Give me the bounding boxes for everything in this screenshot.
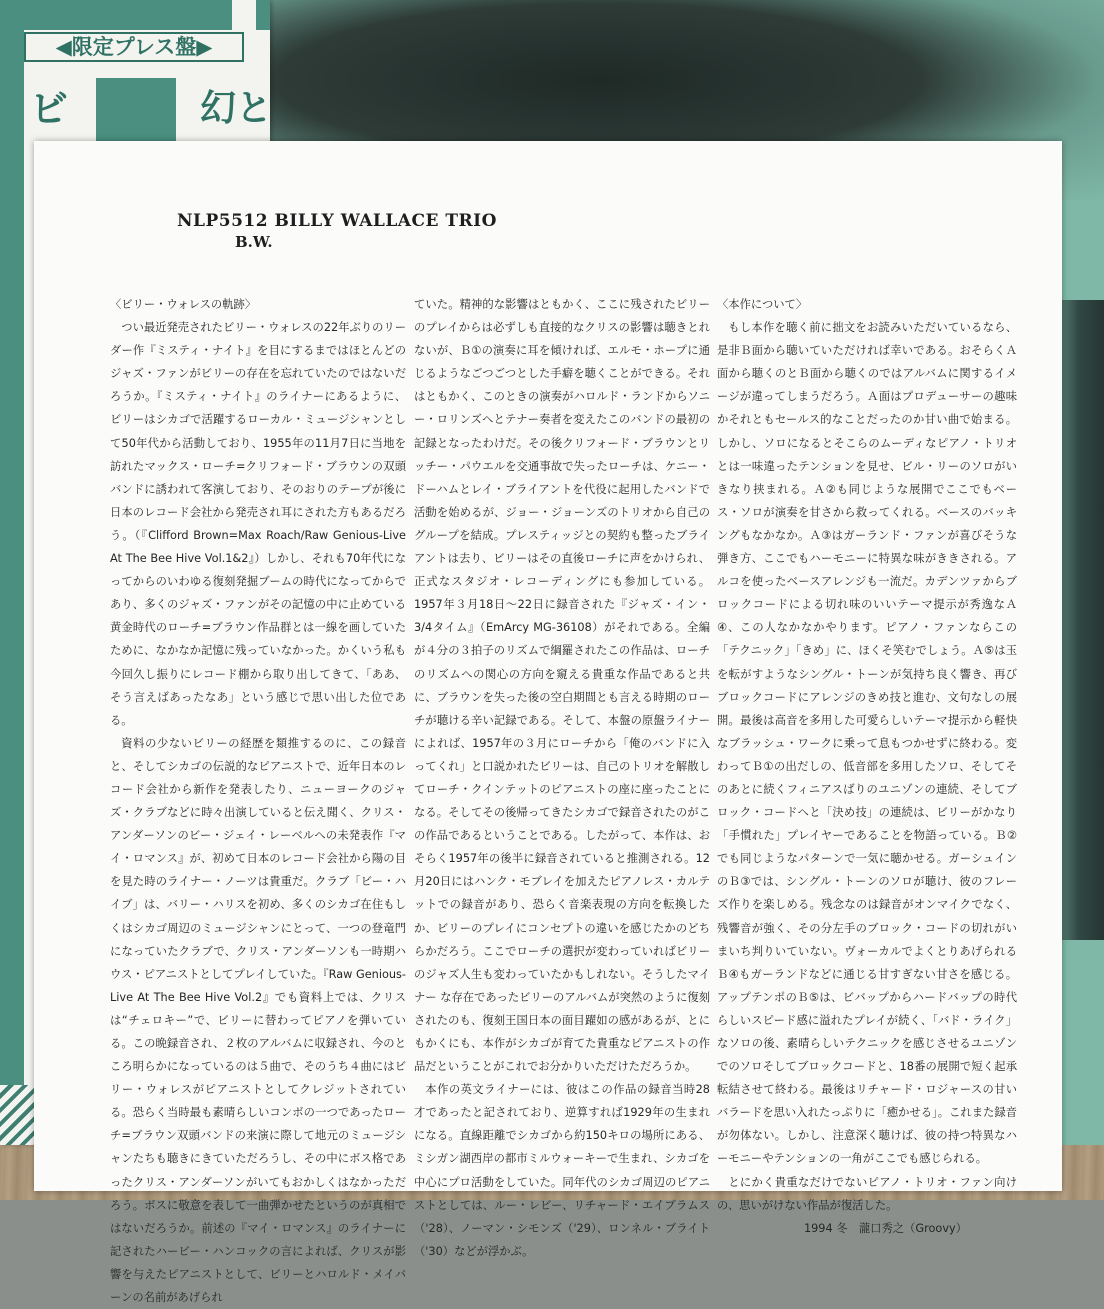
- paragraph: つい最近発売されたビリー・ウォレスの22年ぶりのリーダー作『ミスティ・ナイト』を目にするまではほとんどのジャズ・ファンがビリーの存在を忘れていたのではないだろうか。『ミスティ・ナイト』のライナーにあるように、ビリーはシカゴで活躍するローカル・ミュージシャンとして50年代から活動しており、1955年の11月7日に当地を訪れたマックス・ローチ=クリフォード・ブラウンの双頭バンドに誘われて客演しており、そのおりのテープが後に日本のレコード会社から発売され耳にされた方もあるだろう。（『Clifford Brown=Max Roach/Raw Genious-Live At The Bee Hive Vol.1&2』）しかし、それも70年代になってからのいわゆる復刻発掘ブームの時代になってからであり、多くのジャズ・ファンがその記憶の中に止めている黄金時代のローチ=ブラウン作品群とは一線を画していたために、なかなか記憶に残っていなかった。かくいう私も今回久し振りにレコード棚から取り出してきて、「ああ、そう言えばあったなあ」という感じで思い出した位である。: [110, 321, 407, 727]
- paragraph: 資料の少ないビリーの経歴を類推するのに、この録音と、そしてシカゴの伝説的なピアニストで、近年日本のレコード会社から新作を発表したり、ニューヨークのジャズ・クラブなどに時々出演していると伝え聞く、クリス・アンダーソンのビー・ジェイ・レーベルへの未発表作『マイ・ロマンス』が、初めて日本のレコード会社から陽の目を見た時のライナー・ノーツは貴重だ。クラブ「ビー・ハイブ」は、バリー・ハリスを初め、多くのシカゴ在住もしくはシカゴ周辺のミュージシャンにとって、一つの登竜門になっていたクラブで、クリス・アンダーソンも一時期ハウス・ピアニストとしてプレイしていた。『Raw Genious-Live At The Bee Hive Vol.2』でも資料上では、クリスは“チェロキー”で、ビリーに替わってピアノを弾いている。この晩録音され、２枚のアルバムに収録され、今のところ明らかになっているのは５曲で、そのうち４曲にはビリー・ウォレスがピアニストとしてクレジットされている。恐らく当時最も素晴らしいコンボの一つであったローチ=ブラウン双頭バンドの来演に際して地元のミュージシャンたちも聴きにきていただろうし、その中にボス格であったクリス・アンダーソンがいてもおかしくはなかっただろう。ボスに敬意を表して一曲弾かせたというのが真相ではないだろうか。前述の『マイ・ロマンス』のライナーに記されたハービー・ハンコックの言によれば、クリスが影響を与えたピアニストとして、ビリーとハロルド・メイバーンの名前があげられ: [110, 736, 406, 1305]
- text-column-2: [414, 293, 710, 1263]
- album-subtitle: B.W.: [235, 233, 273, 251]
- author-signature: 1994 冬 瀧口秀之（Groovy）: [803, 1221, 967, 1235]
- obi-logo-block: [96, 78, 176, 148]
- obi-color-stripe: [0, 0, 24, 1145]
- section-heading: 〈本作について〉: [717, 298, 808, 311]
- paragraph: もし本作を聴く前に拙文をお読みいただいているなら、是非Ｂ面から聴いていただければ幸いである。おそらくＡ面から聴くのとＢ面から聴くのではアルバムに関するイメージが違ってしまうだろう。Ａ面はプロデューサーの趣味かそれともセールス的なことだったのか甘い曲で始まる。しかし、ソロになるとそこらのムーディなピアノ・トリオとは一味違ったテンションを見せ、ビル・リーのソロがいきなり挟まれる。Ａ②も同じような展開でここでもベース・ソロが演奏を甘さから救ってくれる。ベースのバッキングもなかなか。Ａ③はガーランド・ファンが喜びそうな弾き方、ここでもハーモニーに特異な味がききされる。アルコを使ったベースアレンジも一流だ。カデンツァからブロックコードによる切れ味のいいテーマ提示が秀逸なＡ④、この人なかなかやります。ピアノ・ファンならこの「テクニック」「きめ」に、ほくそ笑むでしょう。Ａ⑤は玉を転がすようなシングル・トーンが気持ち良く響き、再びブロックコードにアレンジのきめ技と進む、文句なしの展開。最後は高音を多用した可愛らしいテーマ提示から軽快なブラッシュ・ワークに乗って息もつかせずに終わる。変わってＢ①の出だしの、低音部を多用したソロ、そしてそのあとに続くフィニアスばりのユニゾンの連続、そしてブロック・コードへと「決め技」の連続は、ビリーがかなり「手慣れた」プレイヤーであることを物語っている。Ｂ②でも同じようなパターンで一気に聴かせる。ガーシュインのＢ③では、シングル・トーンのソロが聴け、彼のフレーズ作りを楽しめる。残念なのは録音がオンマイクでなく、残響音が強く、その分左手のブロック・コードの切れがいまいち判りいていない。ヴォーカルでよくとりあげられるＢ④もガーランドなどに通じる甘すぎない甘さを感じる。アップテンポのＢ⑤は、ビバップからハードバップの時代らしいスピード感に溢れたプレイが続く、「バド・ライク」なソロの後、素晴らしいテクニックを感じさせるユニゾンでのソロそしてブロックコードと、18番の展開で短く起承転結させて終わる。最後はリチャード・ロジャースの甘いバラードを思い入れたっぷりに「癒かせる」。これまた録音が勿体ない。しかし、注意深く聴けば、彼の持つ特異なハーモニーやテンションの一角がここでも感じられる。: [717, 321, 1017, 1166]
- liner-notes-sheet: [34, 141, 1062, 1305]
- obi-top-logo: [232, 0, 256, 30]
- album-title: NLP5512 BILLY WALLACE TRIO: [177, 211, 497, 231]
- paragraph: とにかく貴重なだけでないピアノ・トリオ・ファン向けの、思いがけない作品が復活した。: [717, 1175, 1017, 1212]
- obi-tagline-char: 幻と: [200, 88, 273, 129]
- section-heading: 〈ビリー・ウォレスの軌跡〉: [110, 298, 257, 311]
- paragraph: 本作の英文ライナーには、彼はこの作品の録音当時28才であったと記されており、逆算すれば1929年の生まれになる。直線距離でシカゴから約150キロの場所にある、ミシガン湖西岸の都市ミルウォーキーで生まれ、シカゴを中心にプロ活動をしていた。同年代のシカゴ周辺のピアニストとしては、ルー・レビー、リチャード・エイブラムス（'28）、ノーマン・シモンズ（'29）、ロンネル・ブライト（'30）などが浮かぶ。: [414, 1083, 710, 1258]
- text-column-1: [110, 293, 406, 1309]
- obi-limited-press-badge: ◀限定プレス盤▶: [24, 32, 244, 62]
- text-column-3: [717, 293, 1017, 1240]
- obi-title-char: ビ: [30, 87, 69, 131]
- obi-top-band: [0, 0, 270, 30]
- paragraph: ていた。精神的な影響はともかく、ここに残されたビリーのプレイからは必ずしも直接的なクリスの影響は聴きとれないが、Ｂ①の演奏に耳を傾ければ、エルモ・ホープに通じるようなごつごつとした手癖を聴くことができる。それはともかく、このときの演奏がハロルド・ランドからソニー・ロリンズへとテナー奏者を変えたこのバンドの最初の記録となったわけだ。その後クリフォード・ブラウンとリッチー・パウエルを交通事故で失ったローチは、ケニー・ドーハムとレイ・ブライアントを代役に起用したバンドで活動を始めるが、ジョー・ジョーンズのトリオから自己のグループを結成。プレスティッジとの契約も整ったブライアントは去り、ビリーはその直後ローチに声をかけられ、正式なスタジオ・レコーディングにも参加している。1957年３月18日〜22日に録音された『ジャズ・イン・3/4タイム』（EmArcy MG-36108）がそれである。全編が４分の３拍子のリズムで綱羅されたこの作品は、ローチのリズムへの関心の方向を窺える貴重な作品であると共に、ブラウンを失った後の空白期間とも言える時期のローチが聴ける辛い記録である。そして、本盤の原盤ライナーによれば、1957年の３月にローチから「俺のバンドに入ってくれ」と口説かれたビリーは、自己のトリオを解散してローチ・クインテットのピアニストの座に座ったことになる。そしてその後帰ってきたシカゴで録音されたのがこの作品であるということである。したがって、本作は、おそらく1957年の後半に録音されていると推測される。12月20日にはハンク・モブレイを加えたピアノレス・カルテットでの録音があり、恐らく音楽表現の方向を転換したか、ビリーのプレイにコンセプトの違いを感じたかのどちらかだろう。ここでローチの選択が変わっていればビリーのジャズ人生も変わっていたかもしれない。そうしたマイナー な存在であったビリーのアルバムが突然のように復刻されたのも、復刻王国日本の面目躍如の感があるが、とにもかくにも、本作がシカゴが育てた貴重なピアニストの作品だということがこれでお分かりいただけただろうか。: [414, 298, 710, 1074]
